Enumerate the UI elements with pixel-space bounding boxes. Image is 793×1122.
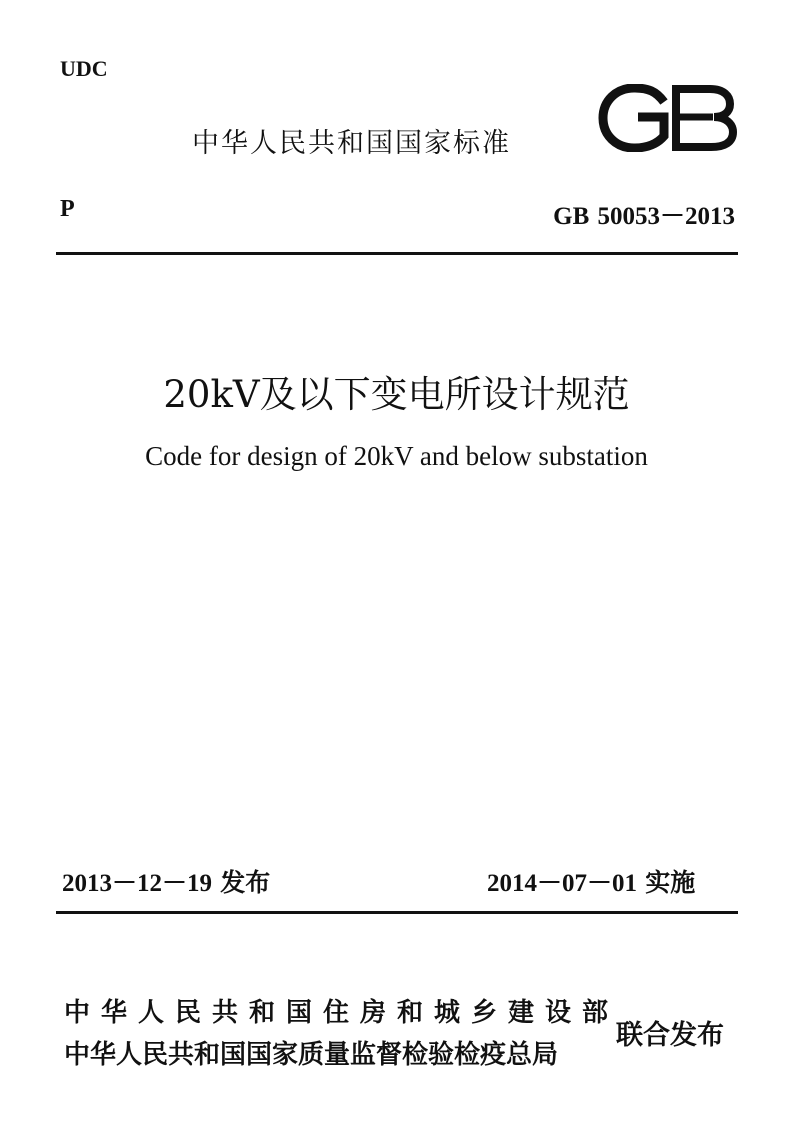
bottom-divider [56, 911, 738, 914]
standard-type: 中华人民共和国国家标准 [192, 128, 511, 159]
standard-number: GB 50053－2013 [553, 203, 735, 230]
top-divider [56, 252, 738, 255]
title-english: Code for design of 20kV and below substation [145, 441, 648, 471]
classification-code: P [60, 196, 75, 222]
publisher-line-1: 中华人民共和国住房和城乡建设部 [64, 998, 620, 1028]
publisher-line-2: 中华人民共和国国家质量监督检验检疫总局 [64, 1040, 559, 1070]
issue-date: 2013－12－19 发布 [62, 870, 271, 897]
title-chinese: 20kV及以下变电所设计规范 [163, 373, 630, 416]
udc-label: UDC [60, 56, 108, 81]
effective-date: 2014－07－01 实施 [487, 870, 696, 897]
gb-logo [598, 84, 738, 152]
joint-issue-label: 联合发布 [616, 1020, 724, 1051]
